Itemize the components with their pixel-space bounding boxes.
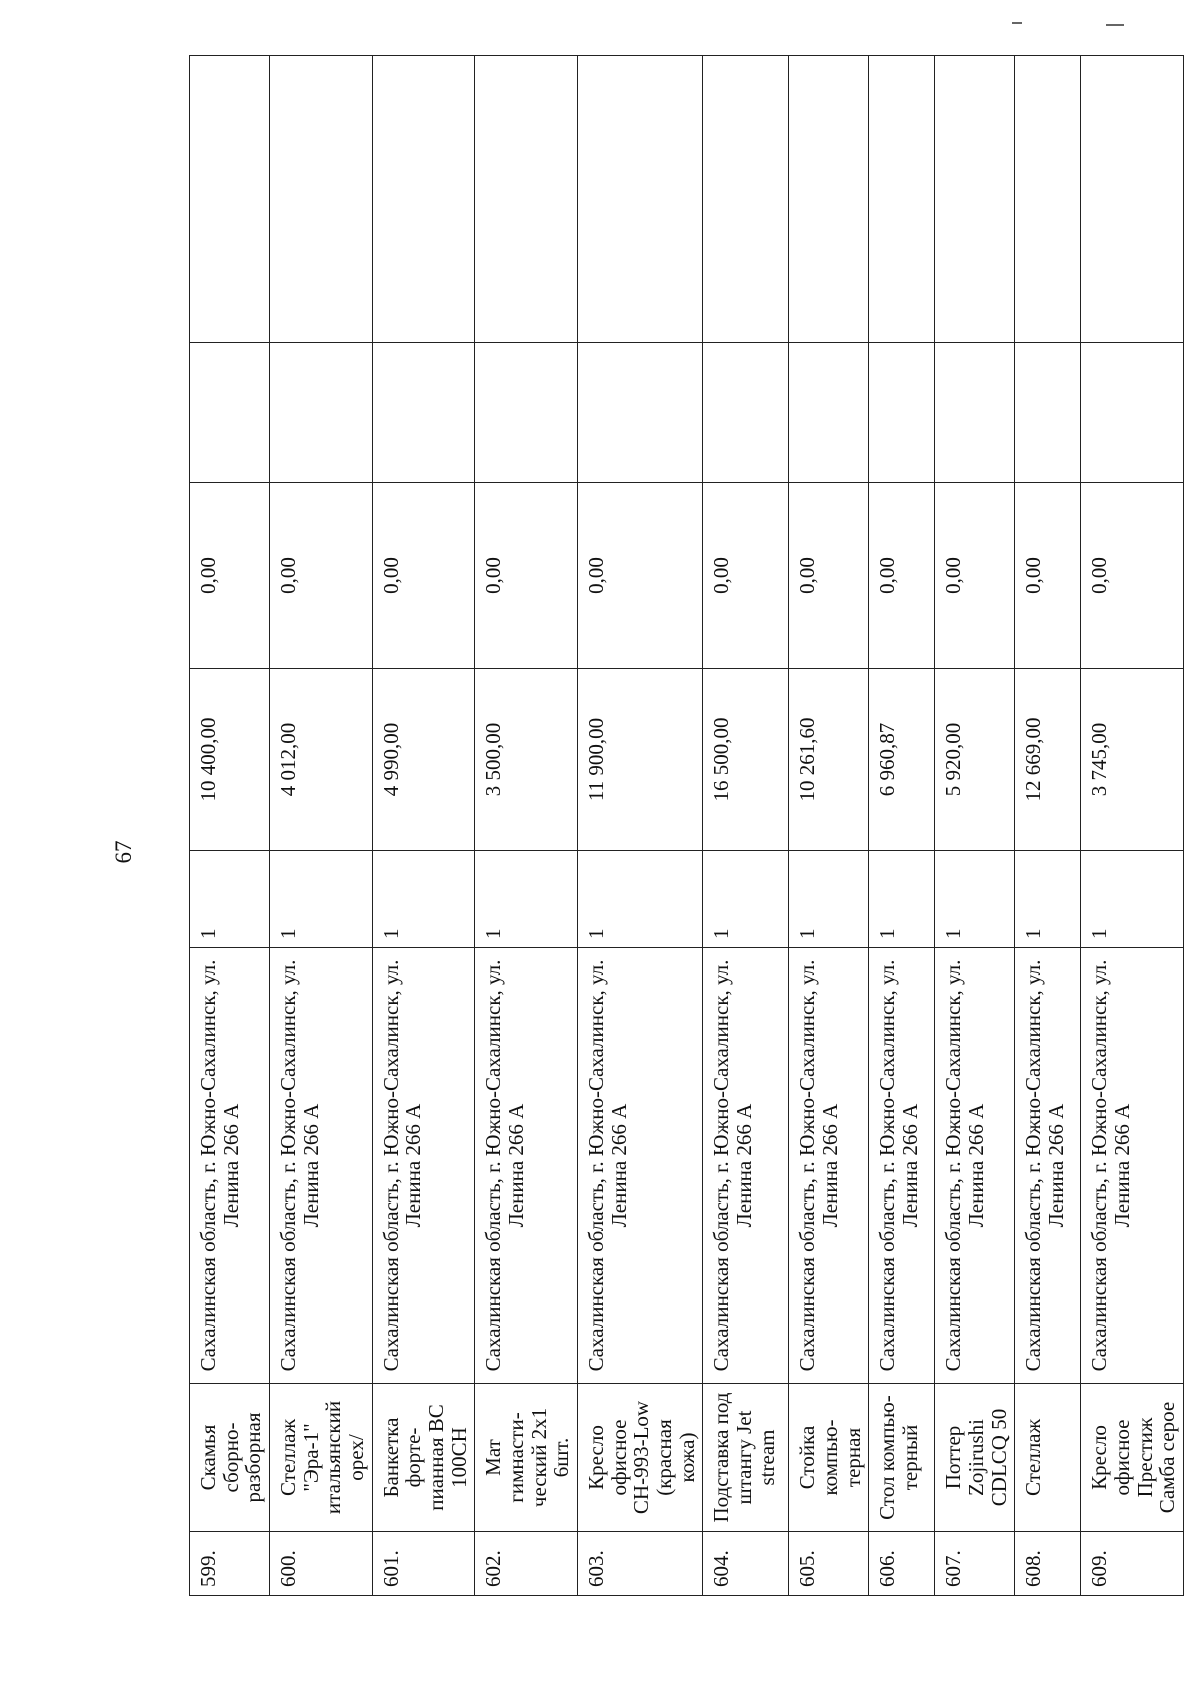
row-number: 607.: [935, 1532, 1015, 1596]
item-cost: 12 669,00: [1015, 669, 1081, 851]
item-name: Поттер Zojirushi CDLCQ 50: [935, 1384, 1015, 1532]
row-number: 604.: [703, 1532, 789, 1596]
empty-cell: [703, 343, 789, 483]
row-number: 600.: [270, 1532, 373, 1596]
scan-mark: [1012, 22, 1022, 24]
item-address: Сахалинская область, г. Южно-Сахалинск, ул. Ленина 266 А: [270, 948, 373, 1384]
table-row: [1081, 56, 1184, 1596]
empty-cell: [475, 56, 578, 343]
item-depreciation: 0,00: [372, 483, 475, 669]
item-cost: 16 500,00: [703, 669, 789, 851]
empty-cell: [270, 56, 373, 343]
item-name: Стойка компью-терная: [789, 1384, 869, 1532]
item-address: Сахалинская область, г. Южно-Сахалинск, ул. Ленина 266 А: [703, 948, 789, 1384]
item-depreciation: 0,00: [270, 483, 373, 669]
empty-cell: [1081, 56, 1184, 343]
empty-cell: [578, 56, 703, 343]
item-depreciation: 0,00: [190, 483, 270, 669]
empty-cell: [703, 56, 789, 343]
table-row: [578, 56, 703, 1596]
item-quantity: 1: [789, 851, 869, 948]
inventory-table: [189, 55, 1184, 1596]
row-number: 608.: [1015, 1532, 1081, 1596]
row-number: 606.: [869, 1532, 935, 1596]
empty-cell: [372, 343, 475, 483]
item-quantity: 1: [372, 851, 475, 948]
empty-cell: [1015, 343, 1081, 483]
table-row: [1015, 56, 1081, 1596]
item-address: Сахалинская область, г. Южно-Сахалинск, ул. Ленина 266 А: [190, 948, 270, 1384]
item-depreciation: 0,00: [475, 483, 578, 669]
empty-cell: [869, 56, 935, 343]
item-quantity: 1: [578, 851, 703, 948]
item-depreciation: 0,00: [935, 483, 1015, 669]
table-row: [190, 56, 270, 1596]
item-address: Сахалинская область, г. Южно-Сахалинск, ул. Ленина 266 А: [475, 948, 578, 1384]
item-quantity: 1: [869, 851, 935, 948]
item-depreciation: 0,00: [703, 483, 789, 669]
item-cost: 6 960,87: [869, 669, 935, 851]
table-body: [190, 56, 1184, 1596]
empty-cell: [190, 56, 270, 343]
item-depreciation: 0,00: [1015, 483, 1081, 669]
item-address: Сахалинская область, г. Южно-Сахалинск, ул. Ленина 266 А: [789, 948, 869, 1384]
item-name: Стеллаж: [1015, 1384, 1081, 1532]
item-name: Стол компью-терный: [869, 1384, 935, 1532]
empty-cell: [935, 343, 1015, 483]
inventory-table-rotated: [189, 56, 1180, 1596]
table-row: [270, 56, 373, 1596]
table-row: [935, 56, 1015, 1596]
row-number: 609.: [1081, 1532, 1184, 1596]
item-quantity: 1: [703, 851, 789, 948]
empty-cell: [190, 343, 270, 483]
row-number: 603.: [578, 1532, 703, 1596]
item-address: Сахалинская область, г. Южно-Сахалинск, ул. Ленина 266 А: [869, 948, 935, 1384]
item-depreciation: 0,00: [869, 483, 935, 669]
item-name: Мат гимнасти-ческий 2х1 6шт.: [475, 1384, 578, 1532]
item-cost: 5 920,00: [935, 669, 1015, 851]
item-depreciation: 0,00: [578, 483, 703, 669]
empty-cell: [578, 343, 703, 483]
item-cost: 4 990,00: [372, 669, 475, 851]
item-quantity: 1: [1015, 851, 1081, 948]
row-number: 602.: [475, 1532, 578, 1596]
item-cost: 3 500,00: [475, 669, 578, 851]
empty-cell: [270, 343, 373, 483]
item-quantity: 1: [190, 851, 270, 948]
item-cost: 4 012,00: [270, 669, 373, 851]
item-cost: 10 261,60: [789, 669, 869, 851]
row-number: 601.: [372, 1532, 475, 1596]
item-address: Сахалинская область, г. Южно-Сахалинск, ул. Ленина 266 А: [1081, 948, 1184, 1384]
empty-cell: [789, 56, 869, 343]
row-number: 605.: [789, 1532, 869, 1596]
item-address: Сахалинская область, г. Южно-Сахалинск, ул. Ленина 266 А: [1015, 948, 1081, 1384]
table-row: [789, 56, 869, 1596]
item-cost: 10 400,00: [190, 669, 270, 851]
item-name: Подставка под штангу Jet stream: [703, 1384, 789, 1532]
item-name: Кресло офисное СН-993-Low (красная кожа): [578, 1384, 703, 1532]
item-quantity: 1: [270, 851, 373, 948]
empty-cell: [475, 343, 578, 483]
item-name: Банкетка форте-пианная ВС 100СН: [372, 1384, 475, 1532]
table-row: [475, 56, 578, 1596]
empty-cell: [372, 56, 475, 343]
row-number: 599.: [190, 1532, 270, 1596]
empty-cell: [789, 343, 869, 483]
item-name: Скамья сборно-разборная: [190, 1384, 270, 1532]
empty-cell: [935, 56, 1015, 343]
table-row: [869, 56, 935, 1596]
item-address: Сахалинская область, г. Южно-Сахалинск, ул. Ленина 266 А: [935, 948, 1015, 1384]
empty-cell: [869, 343, 935, 483]
item-cost: 3 745,00: [1081, 669, 1184, 851]
item-address: Сахалинская область, г. Южно-Сахалинск, ул. Ленина 266 А: [578, 948, 703, 1384]
item-cost: 11 900,00: [578, 669, 703, 851]
scan-mark: [1106, 24, 1124, 26]
item-quantity: 1: [475, 851, 578, 948]
table-row: [372, 56, 475, 1596]
empty-cell: [1081, 343, 1184, 483]
item-name: Кресло офисное Престиж Самба серое: [1081, 1384, 1184, 1532]
empty-cell: [1015, 56, 1081, 343]
item-quantity: 1: [1081, 851, 1184, 948]
item-address: Сахалинская область, г. Южно-Сахалинск, ул. Ленина 266 А: [372, 948, 475, 1384]
item-name: Стеллаж "Эра-1" итальянский орех/: [270, 1384, 373, 1532]
table-row: [703, 56, 789, 1596]
item-quantity: 1: [935, 851, 1015, 948]
item-depreciation: 0,00: [789, 483, 869, 669]
page-number: 67: [111, 840, 136, 864]
item-depreciation: 0,00: [1081, 483, 1184, 669]
